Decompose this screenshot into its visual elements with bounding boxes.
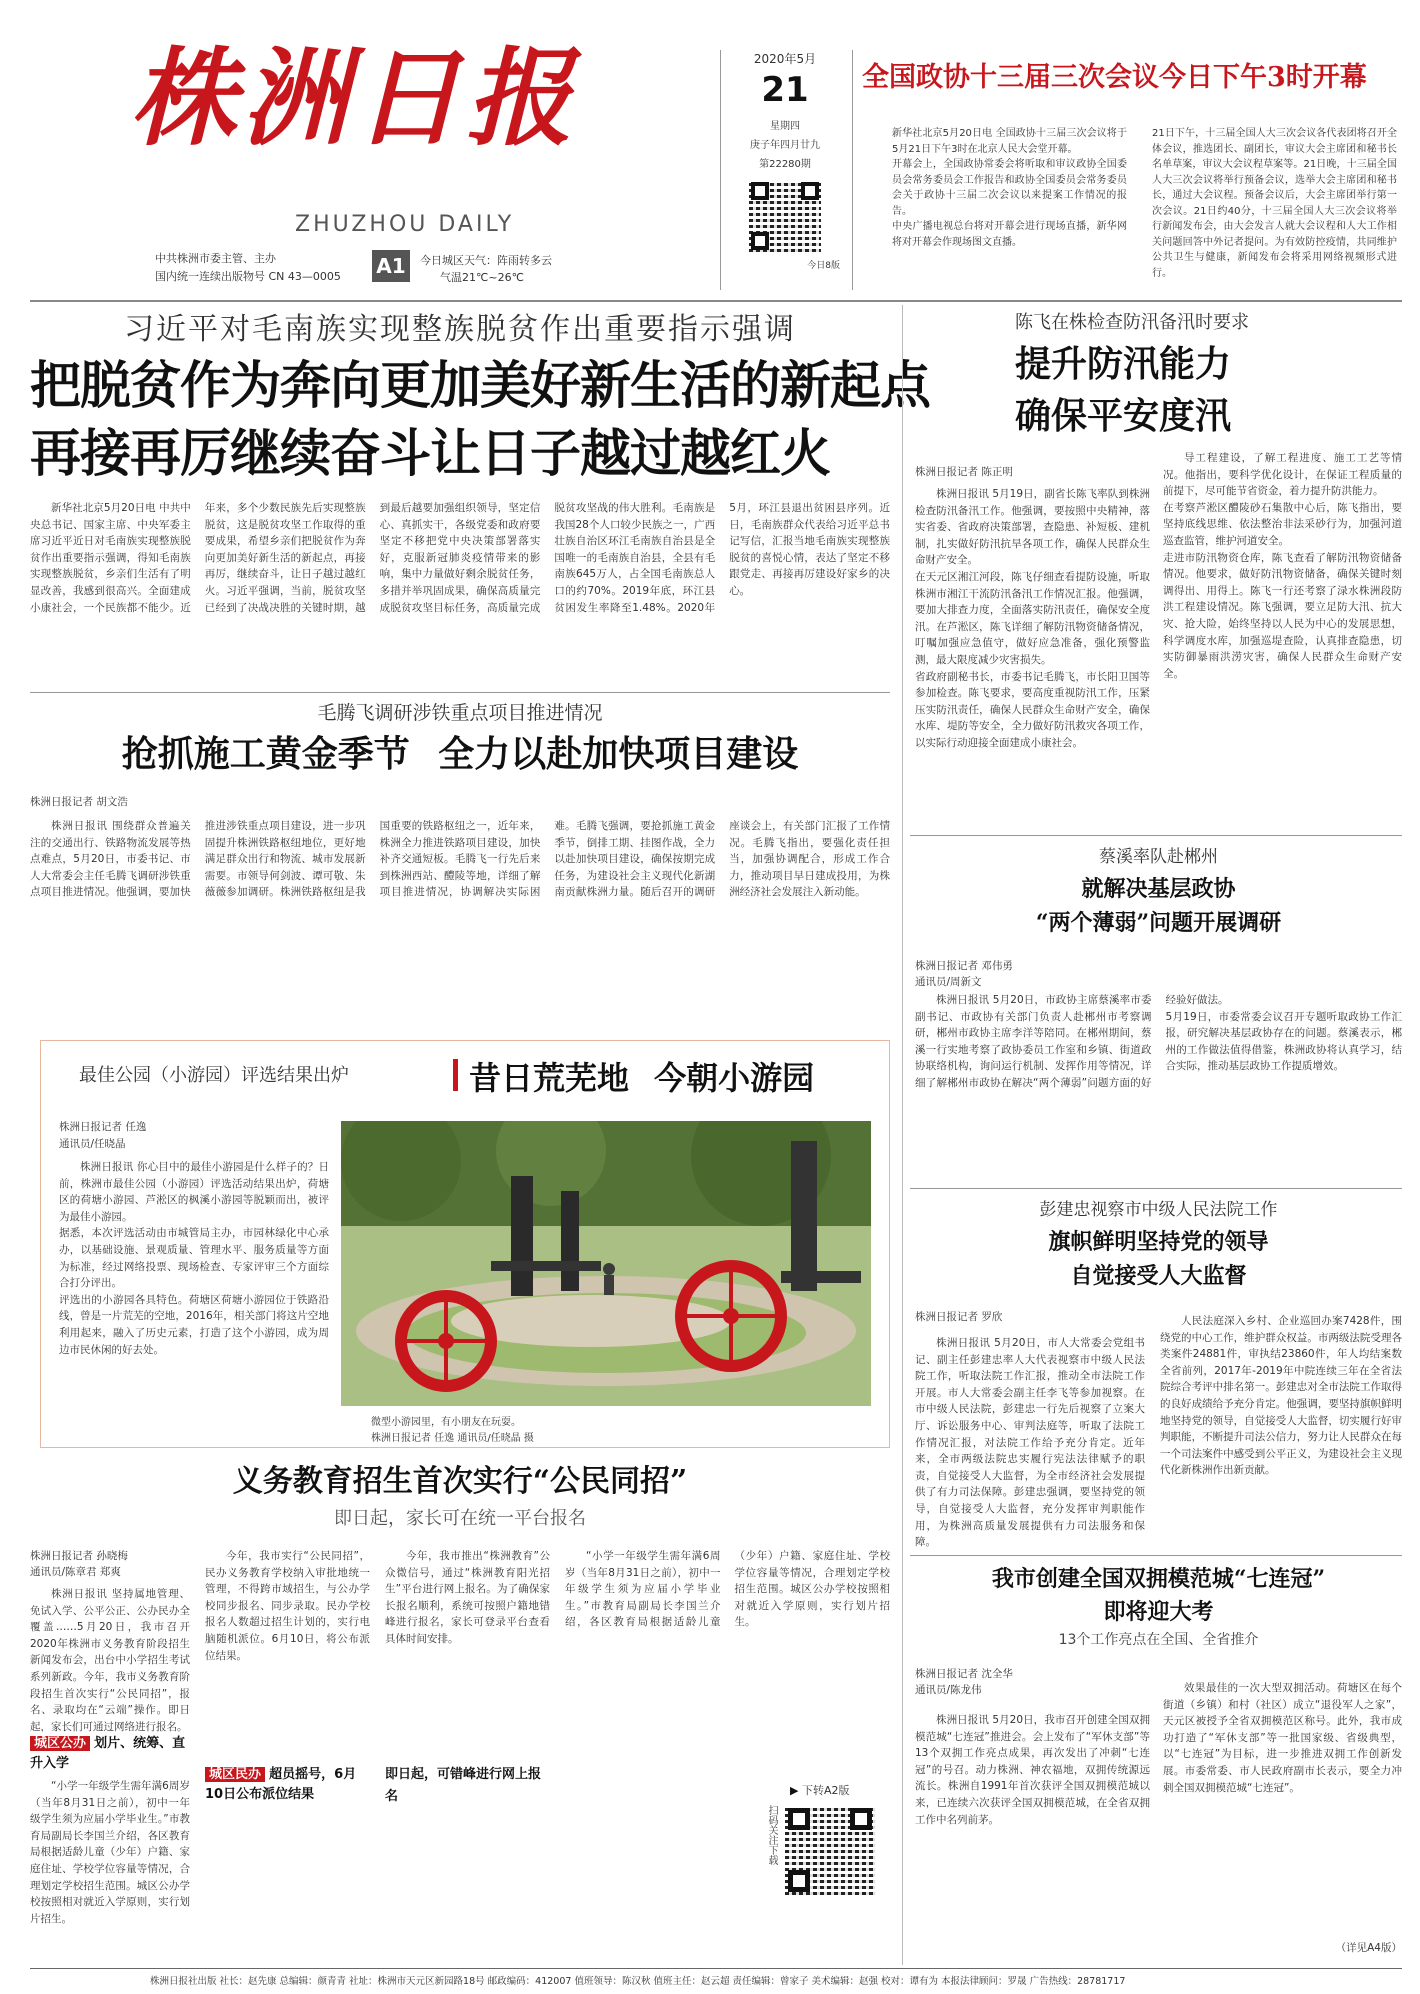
- flood-headline-2: 确保平安度汛: [1015, 395, 1232, 437]
- issue-number: 第22280期: [759, 159, 811, 170]
- model-city-byline-2: 通讯员/陈龙伟: [915, 1684, 982, 1696]
- date-year-month: 2020年5月: [753, 52, 817, 66]
- model-city-page-tag[interactable]: （详见A4版）: [1335, 1942, 1402, 1954]
- park-photo-illustration: [341, 1121, 871, 1406]
- education-subhead: 即日起，家长可在统一平台报名: [334, 1508, 586, 1529]
- education-tag-3: 即日起，可错峰进行网上报名: [385, 1767, 542, 1804]
- model-city-subhead: 13个工作亮点在全国、全省推介: [1058, 1632, 1259, 1648]
- education-body-5: “小学一年级学生需年满6周岁（当年8月31日之前），初中一年级学生须为应届小学毕业生。”市教育局副局长李国兰介绍，各区教育局根据适龄儿童（少年）户籍、家庭住址、学校学位容量等情况，合理划定学校招生范围。城区公办学校按照相对就近入学原则，实行划片招生。: [565, 1550, 890, 1629]
- masthead-cn: 国内统一连续出版物号 CN 43—0005: [155, 270, 341, 283]
- flood-body: 株洲日报讯 5月19日，副省长陈飞率队到株洲检查防汛备汛工作。他强调，要按照中央精神，落实省委、省政府决策部署，查隐患、补短板、建机制，扎实做好防汛抗旱各项工作，确保人民群众生命财产安全。 在天元区湘江河段，陈飞仔细查看提防设施，听取株洲市湘江干流防汛备汛工作情况汇报。他强调，要加大排查力度，全面落实防汛责任，确保安全度汛。在芦淞区，陈飞详细了解防汛物资储备情况，叮嘱加强应急值守，做好应急准备，强化预警监测，最大限度减少灾害损失。 省政府副秘书长，市委书记毛腾飞，市长阳卫国等参加检查。陈飞要求，要高度重视防汛工作，压紧压实防汛责任，确保人民群众生命财产安全，确保水库、堤防等安全，全力做好防汛救灾各项工作，以实际行动迎接全面建成小康社会。: [915, 488, 1150, 749]
- construction-story: [30, 698, 890, 1068]
- date-lunar: 庚子年四月廿九: [750, 140, 820, 151]
- park-photo: [341, 1121, 871, 1406]
- model-city-headline-1: 我市创建全国双拥模范城“七连冠”: [991, 1566, 1326, 1592]
- cuifan-byline-1: 株洲日报记者 邓伟勇: [915, 960, 1013, 972]
- park-divider-icon: [453, 1059, 458, 1091]
- lead-story: [30, 308, 931, 700]
- model-city-body-2: 效果最佳的一次大型双拥活动。荷塘区在每个街道（乡镇）和村（社区）成立“退役军人之家”，天元区被授予全省双拥模范区称号。此外，我市成功打造了“军休支部”等一批国家级、省级典型，以“七连冠”为目标，进一步推进双拥工作创新发展。市委常委、市人民政府副市长表示，要全力冲刺全国双拥模范城“七连冠”。: [1163, 1682, 1402, 1794]
- lead-body: 新华社北京5月20日电 中共中央总书记、国家主席、中央军委主席习近平近日对毛南族实现整族脱贫作出重要指示强调，得知毛南族实现整族脱贫，乡亲们生活有了明显改善，我感到很高兴。全面建成小康社会，一个民族都不能少。近年来，多个少数民族先后实现整族脱贫，这是脱贫攻坚工作取得的重要成果，希望乡亲们把脱贫作为奔向更加美好新生活的新起点，再接再厉，继续奋斗，让日子越过越红火。习近平强调，当前，脱贫攻坚已经到了决战决胜的关键时期，越到最后越要加强组织领导，坚定信心、真抓实干，各级党委和政府要坚定不移把党中央决策部署落实好，克服新冠肺炎疫情带来的影响，集中力量做好剩余脱贫任务，多措并举巩固成果，确保高质量完成脱贫攻坚目标任务，高质量完成脱贫攻坚战的伟大胜利。毛南族是我国28个人口较少民族之一，广西壮族自治区环江毛南族自治县是全国唯一的毛南族自治县，全县有毛南族645万人，占全国毛南族总人口的约70%。2019年底，环江县贫困发生率降至1.48%。2020年5月，环江县退出贫困县序列。近日，毛南族群众代表给习近平总书记写信，汇报当地毛南族实现整族脱贫的喜悦心情，表达了坚定不移跟党走、再接再厉建设好家乡的决心。: [30, 502, 890, 614]
- court-kicker: 彭建忠视察市中级人民法院工作: [1039, 1200, 1278, 1220]
- park-story: [40, 1040, 890, 1448]
- flood-byline: 株洲日报记者 陈正明: [915, 466, 1013, 478]
- top-story-col-2: 21日下午，十三届全国人大三次会议各代表团将召开全体会议，推选团长、副团长，审议大会主席团和秘书长名单草案，审议大会议程草案等。21日晚，十三届全国人大三次会议将举行预备会议，选举大会主席团和秘书长，通过大会议程。预备会议后，大会主席团举行第一次会议。21日约40分，十三届全国人大三次会议将举行新闻发布会，由大会发言人就大会议程和人大工作相关问题回答中外记者提问。为有效防控疫情，共同维护公共卫生与健康，新闻发布会将采用网络视频形式进行。: [1152, 128, 1397, 279]
- triangle-right-icon: ▶: [790, 1784, 799, 1797]
- park-byline-2: 通讯员/任晓晶: [59, 1138, 126, 1150]
- park-headline: 昔日荒芜地 今朝小游园: [469, 1059, 815, 1097]
- top-story-col-1: 新华社北京5月20日电 全国政协十三届三次会议将于5月21日下午3时在北京人民大会堂开幕。 开幕会上，全国政协常委会将听取和审议政协全国委员会常务委员会工作报告和政协全国委员会常务委员会关于政协十三届二次会议以来提案工作情况的报告。 中央广播电视总台将对开幕会进行现场直播，新华网将对开幕会作现场图文直播。: [892, 128, 1127, 248]
- education-page-tag[interactable]: [790, 1782, 850, 1798]
- date-day: 21: [761, 70, 809, 110]
- tag-urban-public: 城区公办: [30, 1736, 90, 1751]
- education-qr-code-icon[interactable]: [785, 1805, 875, 1895]
- model-city-body: 株洲日报讯 5月20日，我市召开创建全国双拥模范城“七连冠”推进会。会上发布了“军休支部”等13个双拥工作亮点成果，再次发出了冲刺“七连冠”的号召。动力株洲、神农福地，双拥传统源远流长。株洲自1991年首次获评全国双拥模范城以来，已连续六次获评全国双拥模范城，在全省双拥工作中名列前茅。: [915, 1714, 1150, 1826]
- flood-story: [915, 308, 1402, 848]
- masthead-sponsor: 中共株洲市委主管、主办: [155, 252, 276, 265]
- court-body: 株洲日报讯 5月20日，市人大常委会党组书记、副主任彭建忠率人大代表视察市中级人民法院工作，听取法院工作汇报，推动全市法院工作开展。市人大常委会副主任李飞等参加视察。在市中级人民法院，彭建忠一行先后视察了立案大厅、诉讼服务中心、审判法庭等，听取了法院工作情况汇报，对法院工作给予充分肯定。近年来，全市两级法院忠实履行宪法法律赋予的职责，自觉接受人大监督，为全市经济社会发展提供了有力司法保障。彭建忠强调，要坚持党的领导，自觉接受人大监督，充分发挥审判职能作用，为株洲高质量发展提供有力司法服务和保障。: [915, 1337, 1145, 1549]
- park-kicker: 最佳公园（小游园）评选结果出炉: [79, 1065, 349, 1086]
- flood-kicker: 陈飞在株检查防汛备汛时要求: [1015, 312, 1249, 333]
- education-body-4: 今年，我市推出“株洲教育”公众微信号，通过“株洲教育阳光招生”平台进行网上报名。为了确保家长报名顺利，系统可按照户籍地错峰进行报名，家长可登录平台查看具体时间安排。: [385, 1550, 550, 1645]
- court-headline-1: 旗帜鲜明坚持党的领导: [1048, 1229, 1269, 1255]
- park-byline-1: 株洲日报记者 任逸: [59, 1121, 147, 1133]
- flood-headline-1: 提升防汛能力: [1015, 343, 1232, 385]
- date-weekday: 星期四: [770, 121, 800, 132]
- construction-kicker: 毛腾飞调研涉铁重点项目推进情况: [317, 702, 603, 724]
- masthead-title: 株洲日报: [130, 35, 578, 160]
- education-headline: 义务教育招生首次实行“公民同招”: [232, 1464, 688, 1499]
- qr-caption: 今日8版: [807, 261, 840, 271]
- park-caption-2: 株洲日报记者 任逸 通讯员/任晓晶 摄: [371, 1433, 534, 1444]
- lead-headline-2: 再接再厉继续奋斗让日子越过越红火: [30, 424, 831, 484]
- court-headline-2: 自觉接受人大监督: [1070, 1263, 1247, 1289]
- construction-headline: 抢抓施工黄金季节 全力以赴加快项目建设: [121, 733, 799, 775]
- park-body: 株洲日报讯 你心目中的最佳小游园是什么样子的？日前，株洲市最佳公园（小游园）评选活动结果出炉，荷塘区的荷塘小游园、芦淞区的枫溪小游园等脱颖而出，被评为最佳小游园。 据悉，本次评选活动由市城管局主办，市园林绿化中心承办，以基础设施、景观质量、管理水平、服务质量等方面为标准，经过网络投票、现场检查、专家评审三个方面综合打分评出。 评选出的小游园各具特色。荷塘区荷塘小游园位于铁路沿线，曾是一片荒芜的空地，2016年，相关部门将这片空地利用起来，融入了历史元素，打造了这个小游园，成为周边市民休闲的好去处。: [59, 1161, 329, 1356]
- qr-code-icon: [749, 180, 821, 252]
- cuifan-headline-2: “两个薄弱”问题开展调研: [1035, 910, 1282, 936]
- lead-kicker: 习近平对毛南族实现整族脱贫作出重要指示强调: [124, 312, 796, 347]
- footer: 株洲日报社出版 社长：赵先康 总编辑：颜青青 社址：株洲市天元区新园路18号 邮政编码：412007 值班领导：陈汉秋 值班主任：赵云超 责任编辑：曾家子 美术编辑：赵强 校对：谭有为 本报法律顾问：罗晟 广告热线：28781717: [150, 1976, 1126, 1987]
- education-byline-1: 株洲日报记者 孙晓梅: [30, 1550, 128, 1562]
- cuifan-byline-2: 通讯员/周新文: [915, 976, 982, 988]
- weather-line-1: 今日城区天气：阵雨转多云: [420, 254, 552, 267]
- model-city-headline-2: 即将迎大考: [1103, 1599, 1214, 1625]
- tag-urban-private: 城区民办: [205, 1767, 265, 1782]
- park-caption-1: 微型小游园里，有小朋友在玩耍。: [371, 1417, 521, 1428]
- education-body-1: 株洲日报讯 坚持属地管理、免试入学、公平公正、公办民办全覆盖……5月20日，我市召开2020年株洲市义务教育阶段招生新闻发布会，出台中小学招生考试系列新政。今年，我市义务教育阶段招生首次实行“公民同招”，报名、录取均在“云端”操作。即日起，家长们可通过网络进行报名。: [30, 1588, 190, 1732]
- weather-line-2: 气温21℃~26℃: [440, 271, 524, 284]
- tag-urban-public-rest: 划片、统筹、直升入学: [30, 1736, 186, 1771]
- cuifan-headline-1: 就解决基层政协: [1081, 876, 1236, 902]
- education-story: [30, 1460, 890, 1960]
- education-body-3: 今年，我市实行“公民同招”，民办义务教育学校纳入审批地统一管理，不得跨市域招生，与公办学校同步报名、同步录取。民办学校报名人数超过招生计划的，实行电脑随机派位。6月10日，将公布派位结果。: [205, 1550, 370, 1662]
- date-block: [730, 50, 840, 295]
- construction-body: 株洲日报讯 围绕群众普遍关注的交通出行、铁路物流发展等热点难点，5月20日，市委书记、市人大常委会主任毛腾飞调研涉铁重点项目推进情况。他强调，要加快推进涉铁重点项目建设，进一步巩固提升株洲铁路枢纽地位，更好地满足群众出行和物流、城市发展新需要。市领导何剑波、谭可敬、朱薇薇参加调研。株洲铁路枢纽是我国重要的铁路枢纽之一，近年来，株洲全力推进铁路项目建设，加快补齐交通短板。毛腾飞一行先后来到株洲西站、醴陵等地，详细了解项目推进情况，协调解决实际困难。毛腾飞强调，要抢抓施工黄金季节，倒排工期、挂图作战，全力以赴加快项目建设，确保按期完成任务，为建设社会主义现代化新湖南贡献株洲力量。随后召开的调研座谈会上，有关部门汇报了工作情况。毛腾飞指出，要强化责任担当，加强协调配合，形成工作合力，推动项目早日建成投用，为株洲经济社会发展注入新动能。: [30, 820, 890, 899]
- lead-headline-1: 把脱贫作为奔向更加美好新生活的新起点: [30, 356, 931, 416]
- education-body-2: “小学一年级学生需年满6周岁（当年8月31日之前），初中一年级学生须为应届小学毕业生。”市教育局副局长李国兰介绍，各区教育局根据适龄儿童（少年）户籍、家庭住址、学校学位容量等情况，合理划定学校招生范围。城区公办学校按照相对就近入学原则，实行划片招生。: [30, 1780, 190, 1925]
- education-page-tag-label: 下转A2版: [801, 1784, 850, 1797]
- education-byline-2: 通讯员/陈章君 郑爽: [30, 1566, 121, 1578]
- court-body-2: 人民法庭深入乡村、企业巡回办案7428件，围绕党的中心工作，维护群众权益。市两级法院受理各类案件24881件，审执结23860件，年人均结案数全省前列，2017年-2019年中院连续三年在全省法院综合考评中排名第一。彭建忠对全市法院工作取得的良好成绩给予充分肯定。他强调，要坚持旗帜鲜明地坚持党的领导，自觉接受人大监督，切实履行好审判职能，不断提升司法公信力，努力让人民群众在每一个司法案件中感受到公平正义，为建设社会主义现代化新株洲作出新贡献。: [1160, 1315, 1402, 1477]
- top-story-headline: 全国政协十三届三次会议今日下午3时开幕: [862, 62, 1367, 93]
- court-byline: 株洲日报记者 罗欣: [915, 1311, 1003, 1323]
- page-badge: A1: [372, 250, 410, 282]
- tag-urban-private-rest: 超员摇号，6月10日公布派位结果: [205, 1767, 357, 1802]
- cuifan-story: [915, 842, 1402, 1142]
- masthead-pinyin: ZHUZHOU DAILY: [295, 212, 515, 237]
- flood-body-2: 导工程建设，了解工程进度、施工工艺等情况。他指出，要科学优化设计，在保证工程质量的前提下，尽可能节省资金，着力提升防洪能力。 在考察芦淞区醴陵砂石集散中心后，陈飞指出，要坚持底线思维、依法整治非法采砂行为，加强河道巡查监管，维护河道安全。 走进市防汛物资仓库，陈飞查看了解防汛物资储备情况。他要求，做好防汛物资储备，确保关键时刻调得出、用得上。陈飞一行还考察了渌水株洲段防洪工程建设情况。陈飞强调，要立足防大汛、抗大灾、抢大险，始终坚持以人民为中心的发展思想，科学调度水库，加强巡堤查险，认真排查隐患，切实防御暴雨洪涝灾害，确保人民群众生命财产安全。: [1163, 452, 1402, 680]
- cuifan-kicker: 蔡溪率队赴郴州: [1099, 847, 1218, 867]
- model-city-byline-1: 株洲日报记者 沈全华: [915, 1668, 1013, 1680]
- cuifan-body: 株洲日报讯 5月20日，市政协主席蔡溪率市委副书记、市政协有关部门负责人赴郴州市考察调研，郴州市政协主席李洋等陪同。在郴州期间，蔡溪一行实地考察了政协委员工作室和乡镇、街道政协联络机构，询问运行机制、发挥作用等情况，详细了解郴州市政协在解决“两个薄弱”问题方面的好经验好做法。 5月19日，市委常委会议召开专题听取政协工作汇报，研究解决基层政协存在的问题。蔡溪表示，郴州的工作做法值得借鉴，株洲政协将认真学习，结合实际，推动基层政协工作提质增效。: [915, 994, 1402, 1089]
- model-city-story: [915, 1562, 1402, 1962]
- top-story: [862, 58, 1402, 293]
- construction-byline: 株洲日报记者 胡文浩: [30, 796, 128, 808]
- education-qr-caption: 扫码关注下载: [766, 1805, 777, 1865]
